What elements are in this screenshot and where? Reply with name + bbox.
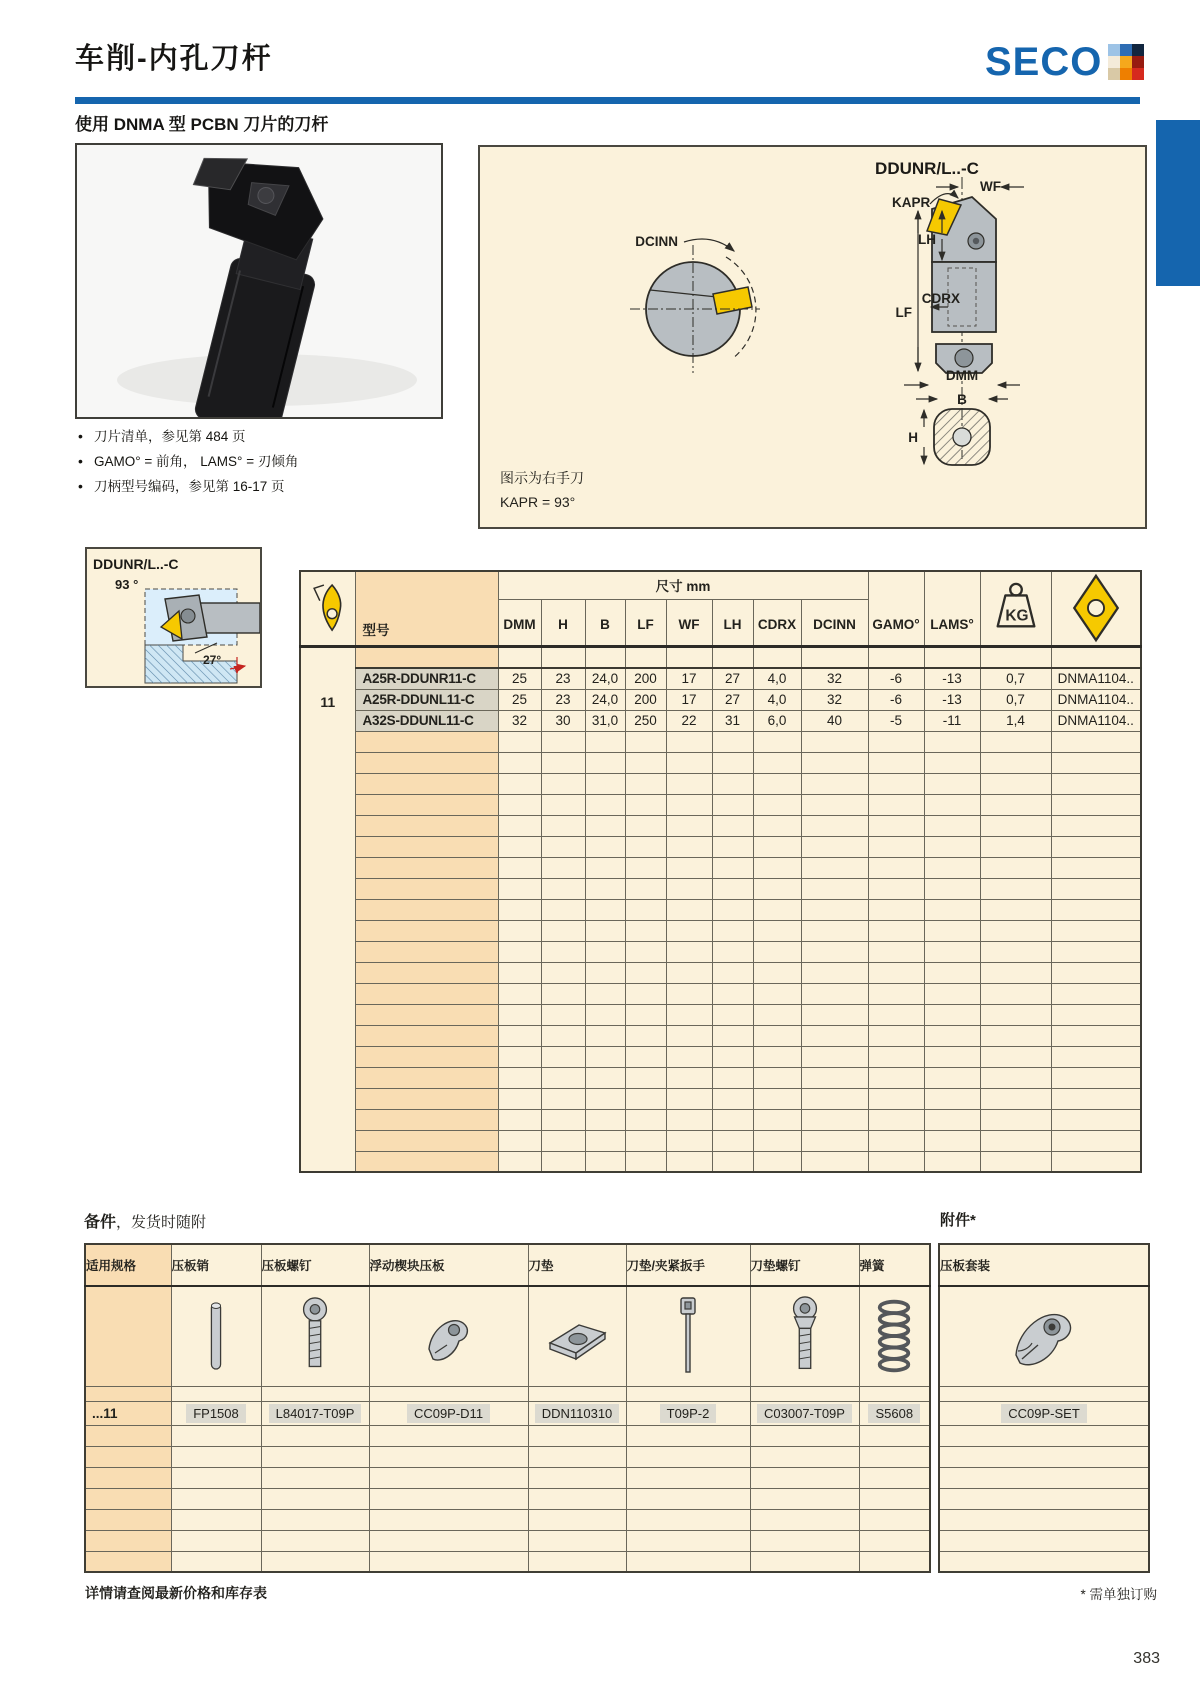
table-row <box>300 731 1141 752</box>
table-row <box>300 710 1141 731</box>
table-row <box>300 1130 1141 1151</box>
clamp-screw-icon <box>261 1286 369 1386</box>
svg-text:DMM: DMM <box>945 368 979 383</box>
seco-logo-text: SECO <box>985 40 1103 84</box>
table-row <box>300 857 1141 878</box>
spec-cell: ...11 <box>85 1401 171 1425</box>
value-cell: 200 <box>625 668 666 689</box>
value-cell: -6 <box>868 689 924 710</box>
table-row <box>300 646 1141 668</box>
part-number: FP1508 <box>186 1404 246 1423</box>
part-number: DDN110310 <box>535 1404 620 1423</box>
page-number: 383 <box>1133 1650 1160 1667</box>
group-index-cell <box>300 646 355 1172</box>
part-number: C03007-T09P <box>757 1404 852 1423</box>
accessories-table <box>938 1243 1150 1573</box>
value-cell: -13 <box>924 689 980 710</box>
col-header-lams: LAMS° <box>924 571 980 646</box>
diagram-title-label: DDUNR/L..-C <box>875 159 979 178</box>
table-row <box>300 899 1141 920</box>
insert-designation-cell: DNMA1104.. <box>1051 689 1141 710</box>
insert-shape-icon <box>1051 571 1141 646</box>
insert-orientation-icon <box>300 571 355 646</box>
bullet-icon: • <box>78 428 83 444</box>
side-box-angle-label: 93 ° <box>115 577 139 592</box>
value-cell: 27 <box>712 689 753 710</box>
table-row <box>939 1401 1149 1425</box>
part-number: T09P-2 <box>660 1404 717 1423</box>
value-cell: 1,4 <box>980 710 1051 731</box>
col-header-wf: WF <box>666 599 712 646</box>
table-row <box>300 668 1141 689</box>
value-cell: 23 <box>541 689 585 710</box>
value-cell: 25 <box>498 668 541 689</box>
col-header-cdrx: CDRX <box>753 599 801 646</box>
col-header-h: H <box>541 599 585 646</box>
table-row <box>85 1467 930 1488</box>
footer-note-left: 详情请查阅最新价格和库存表 <box>85 1585 267 1601</box>
insert-designation-cell: DNMA1104.. <box>1051 668 1141 689</box>
size-group-header: 尺寸 mm <box>498 571 868 599</box>
table-row <box>85 1551 930 1572</box>
table-row <box>939 1425 1149 1446</box>
clamp-pin-icon <box>171 1286 261 1386</box>
value-cell: 24,0 <box>585 668 625 689</box>
value-cell: 17 <box>666 668 712 689</box>
table-row <box>300 1151 1141 1172</box>
seco-logo-mark-icon <box>1108 44 1144 80</box>
model-column-header: 型号 <box>355 571 498 646</box>
col-header-clamp-screw: 压板螺钉 <box>261 1244 369 1286</box>
col-header-b: B <box>585 599 625 646</box>
table-row <box>300 1004 1141 1025</box>
table-row <box>300 878 1141 899</box>
table-row <box>300 920 1141 941</box>
value-cell: 31,0 <box>585 710 625 731</box>
part-number: CC09P-D11 <box>407 1404 490 1423</box>
col-header-shim: 刀垫 <box>528 1244 626 1286</box>
table-row <box>939 1446 1149 1467</box>
value-cell: 32 <box>801 668 868 689</box>
value-cell: 32 <box>498 710 541 731</box>
products-table <box>299 570 1142 1173</box>
part-number: S5608 <box>868 1404 920 1423</box>
col-header-dmm: DMM <box>498 599 541 646</box>
value-cell: 6,0 <box>753 710 801 731</box>
value-cell: 27 <box>712 668 753 689</box>
table-row <box>300 752 1141 773</box>
table-row <box>300 962 1141 983</box>
floating-wedge-clamp-icon <box>369 1286 528 1386</box>
table-row <box>300 1046 1141 1067</box>
table-row <box>939 1509 1149 1530</box>
table-row <box>300 983 1141 1004</box>
list-item: • GAMO° = 前角， LAMS° = 刃倾角 <box>78 449 298 474</box>
col-header-spring: 弹簧 <box>859 1244 930 1286</box>
table-row <box>300 941 1141 962</box>
dimension-diagram <box>478 145 1147 529</box>
value-cell: 31 <box>712 710 753 731</box>
value-cell: -5 <box>868 710 924 731</box>
col-header-shim-screw: 刀垫螺钉 <box>750 1244 859 1286</box>
table-row <box>300 1088 1141 1109</box>
table-row <box>300 1067 1141 1088</box>
page-edge-tab <box>1156 120 1200 286</box>
diagram-caption-1: 图示为右手刀 <box>500 470 584 486</box>
col-header-floating-clamp: 浮动楔块压板 <box>369 1244 528 1286</box>
group-index: 11 <box>320 693 336 710</box>
value-cell: 0,7 <box>980 668 1051 689</box>
svg-text:KAPR: KAPR <box>892 195 931 210</box>
section-subtitle: 使用 DNMA 型 PCBN 刀片的刀杆 <box>75 115 329 134</box>
bullet-icon: • <box>78 453 83 469</box>
table-row <box>300 1109 1141 1130</box>
tool-style-box <box>85 547 262 688</box>
model-cell: A32S-DDUNL11-C <box>355 710 498 731</box>
insert-angle-label: 27° <box>203 653 222 667</box>
bullet-icon: • <box>78 478 83 494</box>
table-row <box>300 815 1141 836</box>
value-cell: -11 <box>924 710 980 731</box>
col-header-lh: LH <box>712 599 753 646</box>
col-header-shim-wrench: 刀垫/夹紧扳手 <box>626 1244 750 1286</box>
col-header-gamo: GAMO° <box>868 571 924 646</box>
seco-logo <box>985 42 1144 82</box>
list-item: • 刀柄型号编码，参见第 16-17 页 <box>78 474 298 499</box>
diagram-caption-2: KAPR = 93° <box>500 494 576 510</box>
value-cell: -6 <box>868 668 924 689</box>
accessories-section-title: 附件* <box>940 1212 976 1229</box>
value-cell: 22 <box>666 710 712 731</box>
value-cell: 30 <box>541 710 585 731</box>
value-cell: 200 <box>625 689 666 710</box>
table-row <box>939 1286 1149 1386</box>
table-row <box>85 1386 930 1401</box>
spares-table <box>84 1243 931 1573</box>
value-cell: 25 <box>498 689 541 710</box>
table-row <box>300 1025 1141 1046</box>
shim-screw-icon <box>750 1286 859 1386</box>
col-header-spec: 适用规格 <box>85 1244 171 1286</box>
footer-note-right: * 需单独订购 <box>1080 1587 1157 1602</box>
table-row <box>85 1488 930 1509</box>
list-item: • 刀片清单，参见第 484 页 <box>78 424 298 449</box>
col-header-lf: LF <box>625 599 666 646</box>
table-row <box>85 1509 930 1530</box>
value-cell: 0,7 <box>980 689 1051 710</box>
col-header-clamp-set: 压板套装 <box>939 1244 1149 1286</box>
svg-text:H: H <box>908 430 918 445</box>
value-cell: 250 <box>625 710 666 731</box>
svg-text:CDRX: CDRX <box>921 291 960 306</box>
value-cell: 40 <box>801 710 868 731</box>
title-divider <box>75 97 1140 104</box>
svg-text:LF: LF <box>895 305 912 320</box>
part-number: L84017-T09P <box>269 1404 362 1423</box>
table-row <box>939 1551 1149 1572</box>
boring-bar-photo-drawing <box>77 145 441 417</box>
svg-text:WF: WF <box>980 179 1001 194</box>
value-cell: 23 <box>541 668 585 689</box>
table-row <box>939 1386 1149 1401</box>
table-row <box>85 1286 930 1386</box>
value-cell: 4,0 <box>753 689 801 710</box>
svg-text:B: B <box>957 392 967 407</box>
value-cell: 4,0 <box>753 668 801 689</box>
model-cell: A25R-DDUNL11-C <box>355 689 498 710</box>
table-row <box>300 836 1141 857</box>
svg-text:DCINN: DCINN <box>635 234 678 249</box>
clamp-set-icon <box>939 1286 1149 1386</box>
spares-section-title: 备件，发货时随附 <box>84 1214 207 1231</box>
shim-wrench-icon <box>626 1286 750 1386</box>
table-row <box>939 1467 1149 1488</box>
spring-icon <box>859 1286 930 1386</box>
weight-icon <box>980 571 1051 646</box>
table-row <box>300 794 1141 815</box>
table-row <box>300 689 1141 710</box>
table-row <box>939 1530 1149 1551</box>
table-row <box>939 1488 1149 1509</box>
svg-text:KG: KG <box>1004 607 1029 625</box>
shim-icon <box>528 1286 626 1386</box>
insert-designation-cell: DNMA1104.. <box>1051 710 1141 731</box>
table-row <box>85 1425 930 1446</box>
table-row <box>300 773 1141 794</box>
dimension-diagram-drawing <box>480 147 1145 527</box>
value-cell: -13 <box>924 668 980 689</box>
col-header-clamp-pin: 压板销 <box>171 1244 261 1286</box>
part-number: CC09P-SET <box>1001 1404 1087 1423</box>
side-box-title-label: DDUNR/L..-C <box>93 556 179 572</box>
table-row <box>85 1401 930 1425</box>
tool-style-drawing <box>87 549 260 686</box>
product-photo <box>75 143 443 419</box>
svg-text:LH: LH <box>918 232 936 247</box>
value-cell: 17 <box>666 689 712 710</box>
notes-list <box>78 424 298 499</box>
model-cell: A25R-DDUNR11-C <box>355 668 498 689</box>
table-row <box>85 1446 930 1467</box>
value-cell: 32 <box>801 689 868 710</box>
col-header-dcinn: DCINN <box>801 599 868 646</box>
table-row <box>85 1530 930 1551</box>
page-title: 车削-内孔刀杆 <box>75 43 273 75</box>
value-cell: 24,0 <box>585 689 625 710</box>
